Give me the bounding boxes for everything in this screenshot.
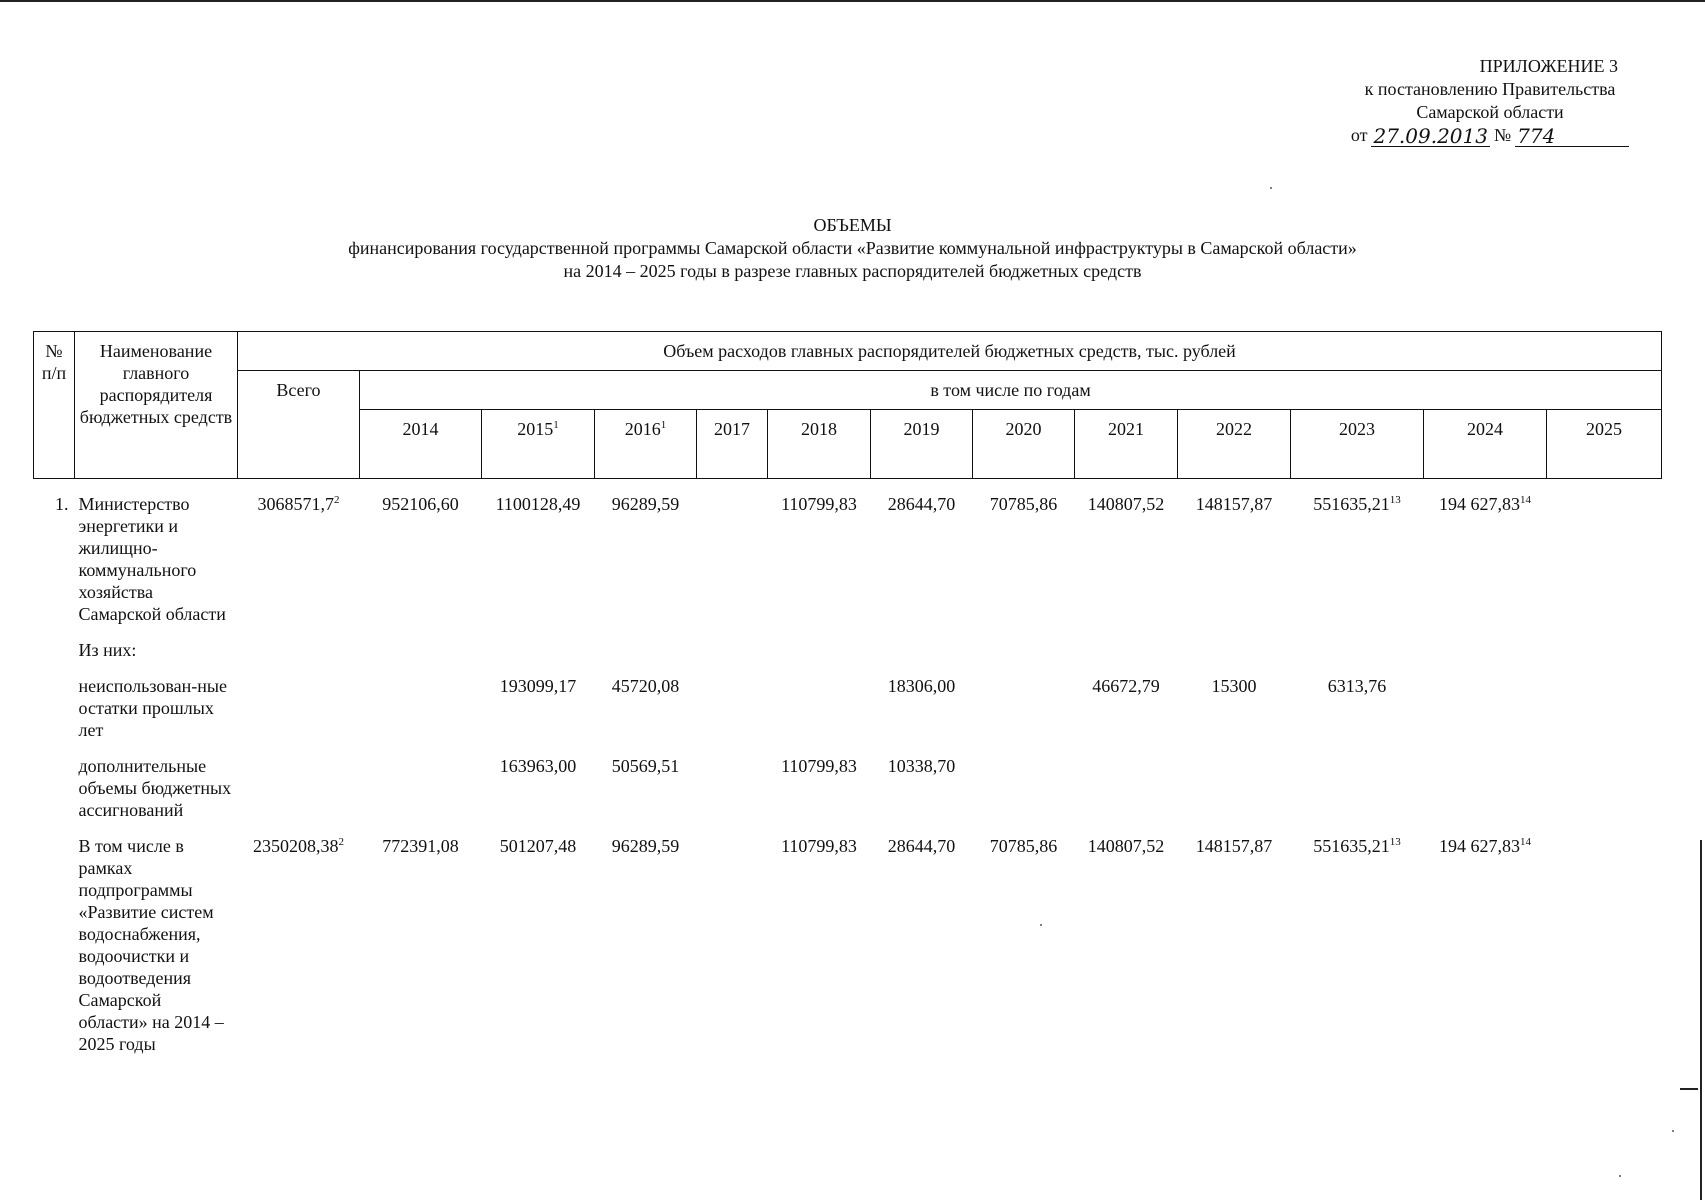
footnote-marker: 14 (1520, 494, 1531, 506)
handwritten-number: 774 (1515, 126, 1629, 147)
scan-speck (1672, 1130, 1674, 1132)
year-value: 50569,51 (611, 756, 680, 776)
document-subtitle-2: на 2014 – 2025 годы в разрезе главных распорядителей бюджетных средств (563, 261, 1142, 281)
date-prefix: от (1350, 125, 1368, 145)
year-value: 46672,79 (1092, 676, 1160, 696)
header-year: 2023 (1291, 410, 1424, 479)
row-number (34, 835, 75, 1069)
header-year: 2020 (973, 410, 1075, 479)
table-row (34, 755, 1662, 835)
footnote-marker: 2 (334, 494, 340, 506)
year-value (482, 639, 595, 675)
year-value (1424, 639, 1547, 675)
year-value: 96289,59 (611, 494, 680, 514)
year-value (1424, 755, 1547, 835)
year-value (1178, 755, 1291, 835)
table-row (34, 835, 1662, 1069)
row-name: Министерство энергетики и жилищно-коммунального хозяйства Самарской области (78, 494, 226, 624)
row-name: Из них: (78, 640, 137, 660)
year-value (360, 639, 482, 675)
year-value: 163963,00 (499, 756, 577, 776)
year-value: 1100128,49 (495, 494, 581, 514)
header-volume: Объем расходов главных распорядителей бюджетных средств, тыс. рублей (238, 332, 1662, 371)
year-value (973, 639, 1075, 675)
year-value (1291, 639, 1424, 675)
year-value (1547, 835, 1662, 1069)
row-total: 3068571,7$^2$ (257, 494, 340, 514)
footnote-marker: 13 (1389, 836, 1401, 848)
year-value: 148157,87 (1195, 494, 1273, 514)
year-value (1547, 675, 1662, 755)
header-year: 2022 (1178, 410, 1291, 479)
year-value (697, 755, 768, 835)
year-value: 952106,60 (382, 494, 459, 514)
year-value: 18306,00 (887, 676, 956, 696)
appendix-title: ПРИЛОЖЕНИЕ 3 (1479, 56, 1618, 76)
number-prefix: № (1493, 125, 1512, 145)
year-value: 96289,59 (611, 836, 680, 856)
appendix-line-2: Самарской области (1416, 102, 1564, 122)
year-value: 28644,70 (887, 494, 956, 514)
year-value: 140807,52 (1087, 494, 1165, 514)
year-value (768, 675, 871, 755)
year-value: 45720,08 (611, 676, 680, 696)
year-value (1547, 493, 1662, 639)
footnote-marker: 1 (660, 419, 667, 431)
year-value: 194 627,83$^{14}$ (1439, 494, 1531, 514)
row-name: В том числе в рамках подпрограммы «Развитие систем водоснабжения, водоочистки и водоотведения Самарской области» на 2014 – 2025 годы (78, 836, 224, 1054)
document-title: ОБЪЕМЫ (813, 215, 892, 235)
header-total: Всего (238, 371, 360, 479)
year-value: 110799,83 (781, 494, 857, 514)
scan-speck (1619, 1175, 1621, 1177)
year-value (1075, 639, 1178, 675)
row-number (34, 639, 75, 675)
document-subtitle-1: финансирования государственной программы Самарской области «Развитие коммунальной инфраструктуры в Самарской области» (348, 238, 1357, 258)
year-value (1547, 755, 1662, 835)
year-value: 28644,70 (887, 836, 956, 856)
row-name: дополнительные объемы бюджетных ассигнований (78, 756, 232, 820)
year-value (1547, 639, 1662, 675)
row-total (238, 639, 360, 675)
header-year: 2016$^1$ (595, 410, 697, 479)
year-value (1075, 755, 1178, 835)
year-value (697, 493, 768, 639)
year-value (697, 639, 768, 675)
year-value: 551635,21$^{13}$ (1313, 836, 1401, 856)
scan-edge-right (1700, 840, 1702, 1200)
footnote-marker: 2 (338, 836, 344, 848)
appendix-header (1330, 55, 1650, 147)
year-value (360, 755, 482, 835)
year-value: 148157,87 (1195, 836, 1273, 856)
year-value: 772391,08 (382, 836, 459, 856)
row-total (238, 675, 360, 755)
year-value: 551635,21$^{13}$ (1313, 494, 1401, 514)
header-year: 2021 (1075, 410, 1178, 479)
row-name: неиспользован-ные остатки прошлых лет (78, 676, 227, 740)
year-value: 140807,52 (1087, 836, 1165, 856)
row-total: 2350208,38$^2$ (253, 836, 344, 856)
year-value: 194 627,83$^{14}$ (1439, 836, 1531, 856)
year-value (768, 639, 871, 675)
row-total (238, 755, 360, 835)
footnote-marker: 13 (1389, 494, 1401, 506)
budget-table (33, 331, 1662, 1069)
header-year: 2015$^1$ (482, 410, 595, 479)
header-year: 2025 (1547, 410, 1662, 479)
year-value: 193099,17 (499, 676, 577, 696)
table-row (34, 639, 1662, 675)
table-row (34, 675, 1662, 755)
document-title-block (0, 214, 1705, 283)
footnote-marker: 1 (553, 419, 559, 431)
scan-edge-top (0, 0, 1705, 2)
year-value: 70785,86 (989, 836, 1058, 856)
header-year: 2018 (768, 410, 871, 479)
year-value: 501207,48 (499, 836, 577, 856)
year-value (595, 639, 697, 675)
row-number (34, 675, 75, 755)
scan-mark (1680, 1088, 1698, 1090)
year-value (1424, 675, 1547, 755)
year-value: 15300 (1211, 676, 1257, 696)
row-number: 1. (55, 494, 69, 514)
footnote-marker: 14 (1520, 836, 1531, 848)
year-value: 110799,83 (781, 756, 857, 776)
year-value (973, 675, 1075, 755)
handwritten-date: 27.09.2013 (1373, 124, 1488, 148)
year-value (697, 675, 768, 755)
header-by-years: в том числе по годам (360, 371, 1662, 410)
year-value (1178, 639, 1291, 675)
scan-speck (1270, 187, 1272, 189)
year-value: 6313,76 (1327, 676, 1387, 696)
year-value (1291, 755, 1424, 835)
year-value: 10338,70 (887, 756, 956, 776)
header-year: 2019 (871, 410, 973, 479)
year-value (360, 675, 482, 755)
year-value: 110799,83 (781, 836, 857, 856)
appendix-date-line (1330, 124, 1650, 147)
year-value (697, 835, 768, 1069)
appendix-line-1: к постановлению Правительства (1364, 79, 1616, 99)
year-value (871, 639, 973, 675)
year-value: 70785,86 (989, 494, 1058, 514)
header-year: 2024 (1424, 410, 1547, 479)
header-num: № п/п (34, 332, 75, 479)
year-value (973, 755, 1075, 835)
header-name: Наименование главного распорядителя бюджетных средств (75, 332, 238, 479)
row-number (34, 755, 75, 835)
header-year: 2014 (360, 410, 482, 479)
table-row (34, 493, 1662, 639)
header-year: 2017 (697, 410, 768, 479)
